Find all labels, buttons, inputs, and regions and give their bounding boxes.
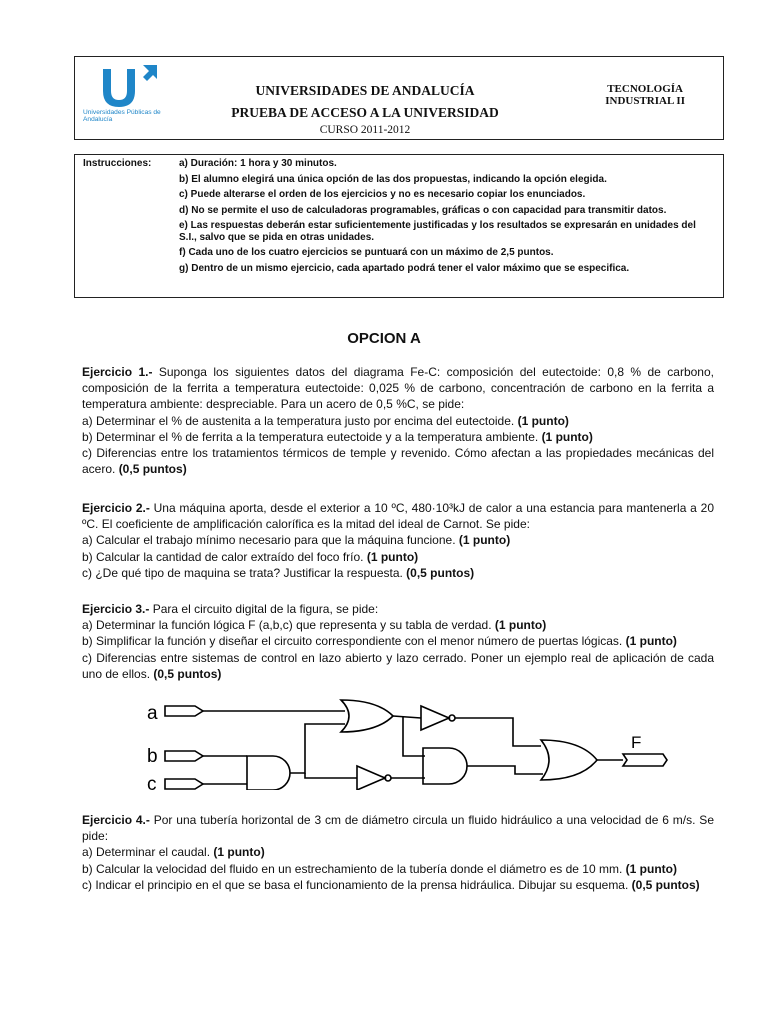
logo-text: Universidades Públicas de Andalucía	[83, 109, 161, 124]
exercise-1-c	[82, 445, 714, 477]
exercise-4-c-text: c) Indicar el principio en el que se basa el funcionamiento de la prensa hidráulica. Dibujar su esquema.	[82, 877, 632, 892]
exercise-3-c	[82, 650, 714, 682]
exercise-3-a	[82, 617, 714, 633]
exercise-2-c-points: (0,5 puntos)	[406, 565, 475, 580]
exercise-2-c	[82, 565, 714, 581]
input-a-terminal	[165, 706, 203, 716]
exercise-1-a	[82, 413, 714, 429]
instruction-item: c) Puede alterarse el orden de los ejercicios y no es necesario copiar los enunciados.	[179, 189, 586, 201]
input-c-terminal	[165, 779, 203, 789]
exercise-1-b-text: b) Determinar el % de ferrita a la temperatura eutectoide y a la temperatura ambiente.	[82, 429, 542, 444]
wire	[393, 716, 421, 718]
and-gate-1	[247, 756, 290, 790]
exercise-1-b-points: (1 punto)	[541, 429, 593, 444]
input-c-label: c	[147, 774, 157, 790]
exercise-4-title: Ejercicio 4.-	[82, 813, 150, 827]
instruction-item: g) Dentro de un mismo ejercicio, cada apartado podrá tener el valor máximo que se especifica.	[179, 262, 630, 274]
wire	[290, 724, 345, 773]
exercise-3-statement: Para el circuito digital de la figura, se pide:	[149, 602, 379, 616]
output-f-label: F	[631, 733, 642, 752]
exercise-4-c-points: (0,5 puntos)	[631, 877, 700, 892]
exercise-3-intro	[82, 601, 714, 617]
exercise-3-b	[82, 633, 714, 649]
exercise-1-a-text: a) Determinar el % de austenita a la temperatura justo por encima del eutectoide.	[82, 413, 518, 428]
exercise-3-a-points: (1 punto)	[494, 618, 547, 633]
instructions-box	[74, 154, 724, 298]
or-gate-1	[341, 700, 393, 732]
exercise-2	[82, 500, 714, 581]
not-gate-2	[357, 766, 385, 790]
exercise-4	[82, 812, 714, 893]
exercise-2-statement: Una máquina aporta, desde el exterior a 10 ºC, 480·10³kJ de calor a una estancia para mantenerla a 20 ºC. El coeficiente de amplificación calorífica es la mitad del ideal de Carnot. Se pide:	[82, 501, 714, 532]
instruction-item: e) Las respuestas deberán estar suficientemente justificadas y los resultados se expresarán en unidades del S.I., salvo que se pida en otras unidades.	[179, 220, 696, 243]
input-a-label: a	[147, 703, 158, 724]
wire	[467, 766, 543, 774]
exercise-4-a	[82, 844, 714, 860]
exercise-1-c-text: c) Diferencias entre los tratamientos térmicos de temple y revenido. Cómo afectan a las propiedades mecánicas del acero.	[82, 446, 714, 477]
subject-line-2: INDUSTRIAL II	[605, 95, 685, 107]
instruction-item: b) El alumno elegirá una única opción de las dos propuestas, indicando la opción elegida.	[179, 173, 607, 185]
and-gate-2	[423, 748, 467, 784]
not-gate-1	[421, 706, 449, 730]
exercise-3	[82, 601, 714, 682]
subject-name	[605, 83, 685, 107]
exercise-1	[82, 364, 714, 477]
exercise-1-c-points: (0,5 puntos)	[118, 462, 187, 477]
wire	[305, 773, 330, 778]
logic-circuit-diagram	[145, 690, 675, 790]
exercise-4-intro	[82, 812, 714, 844]
input-b-label: b	[147, 746, 158, 767]
exercise-3-c-points: (0,5 puntos)	[153, 666, 222, 681]
exercise-1-intro	[82, 364, 714, 413]
exercise-2-b-points: (1 punto)	[366, 549, 419, 564]
wire	[455, 718, 541, 746]
instruction-item: d) No se permite el uso de calculadoras programables, gráficas o con capacidad para transmitir datos.	[179, 204, 667, 216]
exercise-2-intro	[82, 500, 714, 532]
exercise-4-c	[82, 877, 714, 893]
exercise-2-b	[82, 549, 714, 565]
instruction-item: a) Duración: 1 hora y 30 minutos.	[179, 158, 337, 169]
exercise-1-title: Ejercicio 1.-	[82, 365, 153, 379]
header-course: CURSO 2011-2012	[319, 124, 411, 136]
subject-line-1: TECNOLOGÍA	[607, 83, 683, 95]
option-title: OPCION A	[347, 330, 421, 347]
instructions-list	[179, 158, 715, 279]
exercise-4-b-text: b) Calcular la velocidad del fluido en un estrechamiento de la tubería donde el diámetro es de 10 mm.	[82, 861, 626, 876]
header-title-exam: PRUEBA DE ACCESO A LA UNIVERSIDAD	[231, 105, 499, 120]
exercise-3-a-text: a) Determinar la función lógica F (a,b,c) que representa y su tabla de verdad.	[82, 618, 495, 633]
exercise-1-statement: Suponga los siguientes datos del diagrama Fe-C: composición del eutectoide: 0,8 % de carbono, composición de la ferrita a temperatura eutectoide: 0,025 % de carbono, concentración de carbono en la ferrita a temperatura ambiente: despreciable. Para un acero de 0,5 %C, se pide:	[82, 365, 714, 412]
exercise-4-a-points: (1 punto)	[213, 845, 265, 860]
header-title-universities: UNIVERSIDADES DE ANDALUCÍA	[255, 83, 475, 98]
exercise-2-title: Ejercicio 2.-	[82, 501, 150, 515]
output-f-terminal	[623, 754, 667, 766]
exercise-3-b-points: (1 punto)	[625, 634, 677, 649]
or-gate-2	[541, 740, 597, 780]
exercise-3-c-text: c) Diferencias entre sistemas de control en lazo abierto y lazo cerrado. Poner un ejemplo real de aplicación de cada uno de ellos.	[82, 650, 714, 681]
exercise-2-a	[82, 532, 714, 548]
exercise-4-statement: Por una tubería horizontal de 3 cm de diámetro circula un fluido hidráulico a una velocidad de 6 m/s. Se pide:	[82, 813, 714, 844]
exercise-3-b-text: b) Simplificar la función y diseñar el circuito correspondiente con el menor número de puertas lógicas.	[82, 634, 626, 649]
exercise-3-title: Ejercicio 3.-	[82, 602, 150, 616]
university-logo-icon	[81, 61, 161, 137]
exercise-2-a-text: a) Calcular el trabajo mínimo necesario para que la máquina funcione.	[82, 533, 459, 548]
exercise-2-b-text: b) Calcular la cantidad de calor extraído del foco frío.	[82, 549, 367, 564]
exercise-2-c-text: c) ¿De qué tipo de maquina se trata? Justificar la respuesta.	[82, 565, 407, 580]
exercise-4-a-text: a) Determinar el caudal.	[82, 845, 214, 860]
exercise-1-a-points: (1 punto)	[517, 413, 569, 428]
exercise-4-b-points: (1 punto)	[625, 861, 677, 876]
exercise-4-b	[82, 861, 714, 877]
input-b-terminal	[165, 751, 203, 761]
exam-header	[74, 56, 724, 140]
exercise-1-b	[82, 429, 714, 445]
exercise-2-a-points: (1 punto)	[458, 533, 511, 548]
instruction-item: f) Cada uno de los cuatro ejercicios se puntuará con un máximo de 2,5 puntos.	[179, 247, 554, 259]
instructions-label: Instrucciones:	[83, 158, 152, 169]
